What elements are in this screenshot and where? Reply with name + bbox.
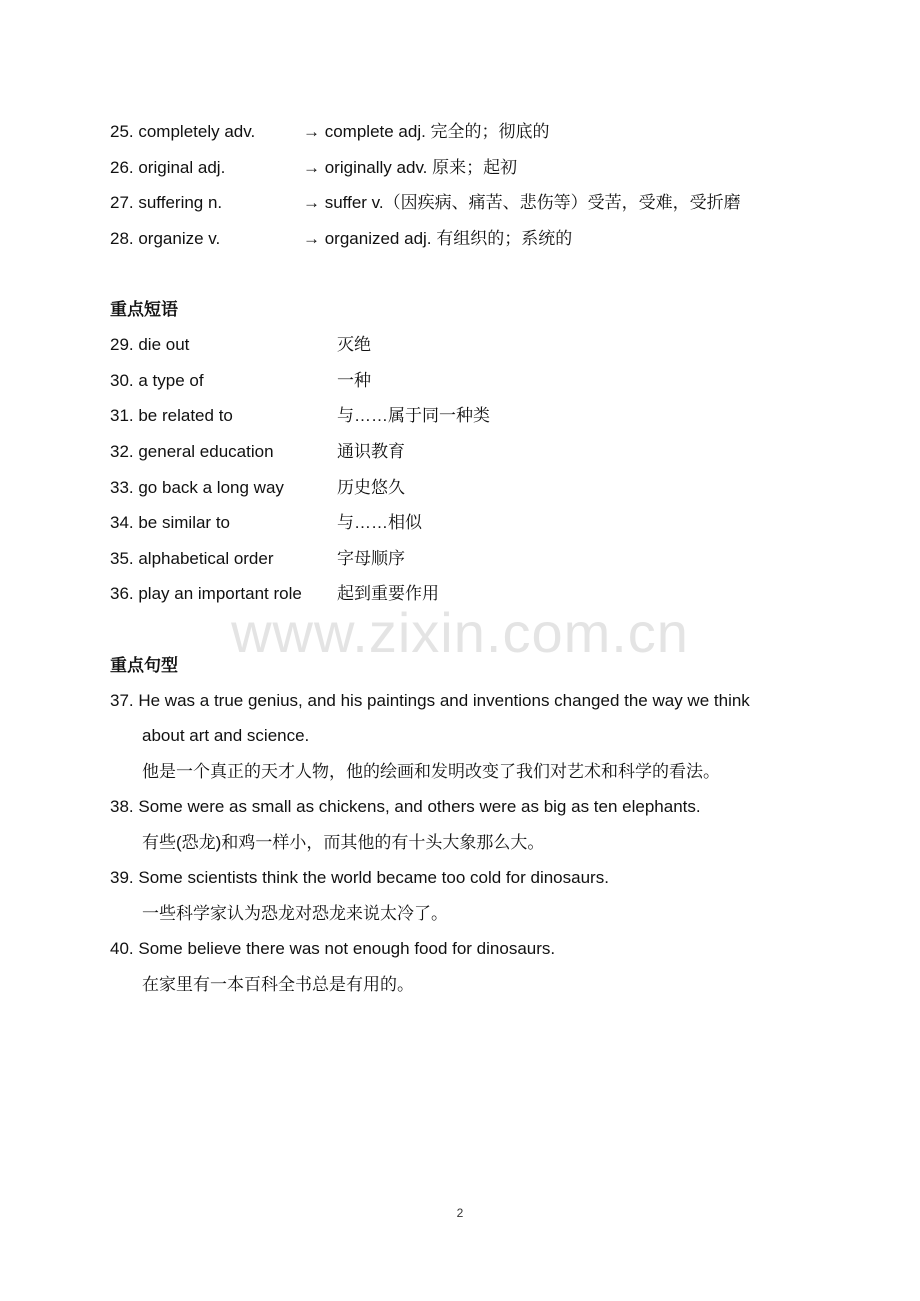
phrase-meaning: 历史悠久: [337, 478, 405, 497]
derivative-form: → organized adj. 有组织的；系统的: [303, 229, 573, 248]
derivative-term: 26. original adj.: [110, 158, 226, 177]
derivative-term: 27. suffering n.: [110, 193, 223, 212]
phrase-term: 31. be related to: [110, 406, 233, 425]
phrase-term: 34. be similar to: [110, 513, 230, 532]
phrases-heading: 重点短语: [110, 300, 178, 319]
sentence-chinese: 一些科学家认为恐龙对恐龙来说太冷了。: [142, 904, 448, 923]
phrase-meaning: 与……属于同一种类: [337, 406, 490, 425]
phrase-meaning: 起到重要作用: [337, 584, 439, 603]
phrase-term: 33. go back a long way: [110, 478, 284, 497]
derivative-term: 25. completely adv.: [110, 122, 256, 141]
sentence-chinese: 有些(恐龙)和鸡一样小，而其他的有十头大象那么大。: [142, 833, 545, 852]
sentence-chinese: 他是一个真正的天才人物，他的绘画和发明改变了我们对艺术和科学的看法。: [142, 762, 720, 781]
sentence-english: 37. He was a true genius, and his paintings and inventions changed the way we think: [110, 691, 750, 710]
phrase-term: 29. die out: [110, 335, 190, 354]
phrase-meaning: 一种: [337, 371, 371, 390]
derivative-term: 28. organize v.: [110, 229, 221, 248]
phrase-term: 32. general education: [110, 442, 274, 461]
phrase-meaning: 与……相似: [337, 513, 422, 532]
sentences-heading: 重点句型: [110, 656, 178, 675]
sentence-english: 40. Some believe there was not enough food for dinosaurs.: [110, 939, 556, 958]
sentence-chinese: 在家里有一本百科全书总是有用的。: [142, 975, 414, 994]
phrase-term: 35. alphabetical order: [110, 549, 274, 568]
derivative-form: → originally adv. 原来；起初: [303, 158, 518, 177]
watermark: www.zixin.com.cn: [231, 601, 689, 664]
sentence-english-continued: about art and science.: [142, 726, 310, 745]
phrase-term: 30. a type of: [110, 371, 204, 390]
sentence-english: 38. Some were as small as chickens, and others were as big as ten elephants.: [110, 797, 701, 816]
phrase-meaning: 灭绝: [337, 335, 371, 354]
derivative-form: → suffer v.（因疾病、痛苦、悲伤等）受苦，受难，受折磨: [303, 193, 741, 212]
sentence-english: 39. Some scientists think the world became too cold for dinosaurs.: [110, 868, 609, 887]
derivative-form: → complete adj. 完全的；彻底的: [303, 122, 550, 141]
phrase-term: 36. play an important role: [110, 584, 302, 603]
page-number: 2: [456, 1206, 464, 1220]
phrase-meaning: 字母顺序: [337, 549, 405, 568]
phrase-meaning: 通识教育: [337, 442, 405, 461]
